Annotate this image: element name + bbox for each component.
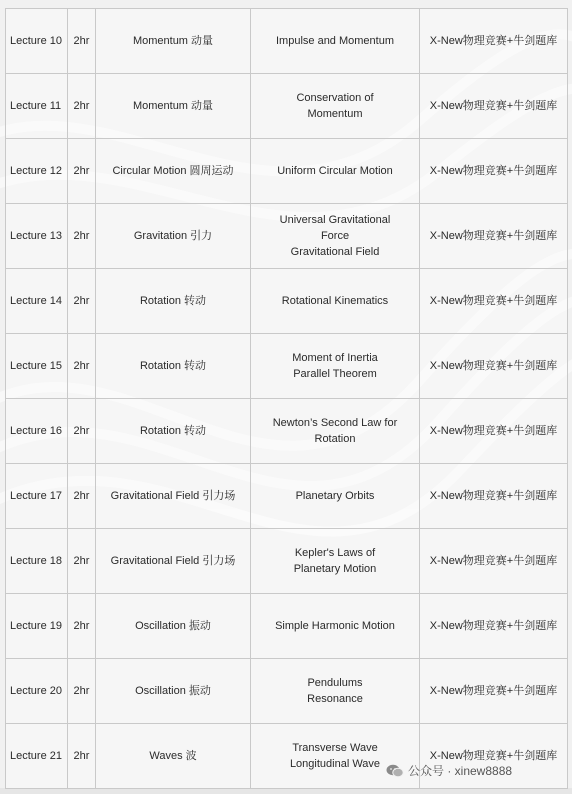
- source-cell: X-New物理竞赛+牛剑题库: [420, 659, 568, 724]
- topic-cell: Rotation 转动: [96, 399, 251, 464]
- wechat-watermark: [386, 762, 512, 779]
- lecture-cell: Lecture 15: [6, 334, 68, 399]
- lecture-cell: Lecture 12: [6, 139, 68, 204]
- topic-cell: Rotation 转动: [96, 334, 251, 399]
- content-line: Moment of Inertia: [292, 352, 378, 364]
- topic-cell: Rotation 转动: [96, 269, 251, 334]
- content-line: Conservation of: [296, 92, 374, 104]
- content-cell: [251, 9, 420, 74]
- topic-cell: Gravitational Field 引力场: [96, 464, 251, 529]
- content-line: Uniform Circular Motion: [277, 165, 393, 177]
- table-row: [6, 464, 568, 529]
- lecture-cell: Lecture 21: [6, 724, 68, 789]
- lecture-schedule-table: [5, 8, 568, 789]
- content-line: Planetary Orbits: [295, 490, 375, 502]
- content-line: Rotation: [314, 433, 356, 445]
- content-line: Resonance: [307, 693, 363, 705]
- lecture-cell: Lecture 11: [6, 74, 68, 139]
- topic-cell: Waves 波: [96, 724, 251, 789]
- duration-cell: 2hr: [68, 204, 96, 269]
- content-cell: [251, 399, 420, 464]
- table-row: [6, 139, 568, 204]
- lecture-cell: Lecture 18: [6, 529, 68, 594]
- content-line: Universal Gravitational: [279, 214, 391, 226]
- topic-cell: Oscillation 振动: [96, 659, 251, 724]
- duration-cell: 2hr: [68, 529, 96, 594]
- lecture-cell: Lecture 14: [6, 269, 68, 334]
- content-line: Momentum: [307, 108, 363, 120]
- topic-cell: Momentum 动量: [96, 74, 251, 139]
- content-cell: [251, 269, 420, 334]
- topic-cell: Momentum 动量: [96, 9, 251, 74]
- duration-cell: 2hr: [68, 74, 96, 139]
- watermark-text: 公众号 · xinew8888: [408, 764, 513, 778]
- content-cell: [251, 334, 420, 399]
- duration-cell: 2hr: [68, 464, 96, 529]
- source-cell: X-New物理竞赛+牛剑题库: [420, 464, 568, 529]
- source-cell: X-New物理竞赛+牛剑题库: [420, 204, 568, 269]
- wechat-icon: [386, 764, 404, 778]
- content-line: Force: [320, 230, 350, 242]
- table-row: [6, 399, 568, 464]
- table-row: [6, 9, 568, 74]
- topic-cell: Gravitation 引力: [96, 204, 251, 269]
- duration-cell: 2hr: [68, 334, 96, 399]
- content-cell: [251, 594, 420, 659]
- lecture-cell: Lecture 13: [6, 204, 68, 269]
- content-line: Planetary Motion: [293, 563, 377, 575]
- content-line: Gravitational Field: [290, 246, 380, 258]
- table-row: [6, 269, 568, 334]
- duration-cell: 2hr: [68, 139, 96, 204]
- content-cell: [251, 139, 420, 204]
- source-cell: X-New物理竞赛+牛剑题库: [420, 399, 568, 464]
- lecture-cell: Lecture 19: [6, 594, 68, 659]
- schedule-body: [6, 9, 568, 789]
- content-cell: [251, 659, 420, 724]
- content-line: Kepler's Laws of: [294, 547, 376, 559]
- lecture-cell: Lecture 17: [6, 464, 68, 529]
- table-row: [6, 74, 568, 139]
- content-line: Simple Harmonic Motion: [275, 620, 395, 632]
- content-line: Pendulums: [307, 677, 363, 689]
- content-cell: [251, 464, 420, 529]
- source-cell: X-New物理竞赛+牛剑题库: [420, 269, 568, 334]
- lecture-cell: Lecture 20: [6, 659, 68, 724]
- content-cell: [251, 74, 420, 139]
- topic-cell: Circular Motion 圆周运动: [96, 139, 251, 204]
- duration-cell: 2hr: [68, 269, 96, 334]
- duration-cell: 2hr: [68, 594, 96, 659]
- duration-cell: 2hr: [68, 659, 96, 724]
- content-line: Newton’s Second Law for: [272, 417, 398, 429]
- topic-cell: Oscillation 振动: [96, 594, 251, 659]
- content-cell: [251, 529, 420, 594]
- table-row: [6, 659, 568, 724]
- lecture-cell: Lecture 16: [6, 399, 68, 464]
- table-row: [6, 204, 568, 269]
- table-row: [6, 334, 568, 399]
- topic-cell: Gravitational Field 引力场: [96, 529, 251, 594]
- content-line: Longitudinal Wave: [289, 758, 381, 770]
- source-cell: X-New物理竞赛+牛剑题库: [420, 594, 568, 659]
- table-row: [6, 529, 568, 594]
- source-cell: X-New物理竞赛+牛剑题库: [420, 9, 568, 74]
- source-cell: X-New物理竞赛+牛剑题库: [420, 724, 568, 789]
- content-line: Impulse and Momentum: [276, 35, 394, 47]
- content-cell: [251, 204, 420, 269]
- duration-cell: 2hr: [68, 9, 96, 74]
- duration-cell: 2hr: [68, 724, 96, 789]
- lecture-cell: Lecture 10: [6, 9, 68, 74]
- source-cell: X-New物理竞赛+牛剑题库: [420, 139, 568, 204]
- content-line: Parallel Theorem: [293, 368, 377, 380]
- source-cell: X-New物理竞赛+牛剑题库: [420, 529, 568, 594]
- content-line: Rotational Kinematics: [281, 295, 389, 307]
- content-line: Transverse Wave: [292, 742, 378, 754]
- duration-cell: 2hr: [68, 399, 96, 464]
- source-cell: X-New物理竞赛+牛剑题库: [420, 74, 568, 139]
- source-cell: X-New物理竞赛+牛剑题库: [420, 334, 568, 399]
- table-row: [6, 594, 568, 659]
